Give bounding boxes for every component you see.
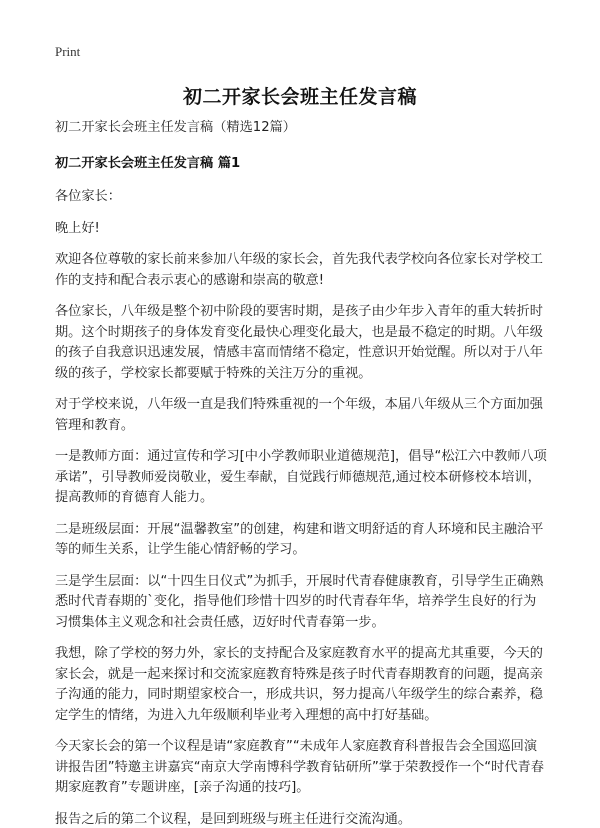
body-paragraph: 各位家长，八年级是整个初中阶段的要害时期，是孩子由少年步入青年的重大转折时期。这个时期孩子的身体发育变化最快心理变化最大，也是最不稳定的时期。八年级的孩子自我意识迅速发展，情感丰富而情绪不稳定，性意识开始觉醒。所以对于八年级的孩子，学校家长都要赋于特殊的关注万分的重视。 [55,304,543,381]
section-heading: 初二开家长会班主任发言稿 篇1 [55,155,241,171]
body-paragraph: 对于学校来说，八年级一直是我们特殊重视的一个年级，本届八年级从三个方面加强管理和教育。 [55,397,543,433]
greeting: 晚上好! [55,220,100,236]
body-paragraph: 我想，除了学校的努力外，家长的支持配合及家庭教育水平的提高尤其重要，今天的家长会，就是一起来探讨和交流家庭教育特殊是孩子时代青春期教育的问题，提高亲子沟通的能力，同时期望家校合一，形成共识，努力提高八年级学生的综合素养，稳定学生的情绪，为进入九年级顺利毕业考入理想的高中打好基础。 [55,646,543,723]
body-paragraph: 今天家长会的第一个议程是请“家庭教育”“未成年人家庭教育科普报告会全国巡回演讲报告团”特邀主讲嘉宾“南京大学南博科学教育钻研所”掌于荣教授作一个“时代青春期家庭教育”专题讲座，[亲子沟通的技巧]。 [55,739,544,795]
document-subtitle: 初二开家长会班主任发言稿（精选12篇） [55,120,296,135]
salutation: 各位家长： [55,189,121,204]
document-body [55,118,549,828]
document-title: 初二开家长会班主任发言稿 [182,86,417,108]
body-paragraph: 一是教师方面：通过宣传和学习[中小学教师职业道德规范]，倡导“松江六中教师八项承诺”，引导教师爱岗敬业，爱生奉献，自觉践行师德规范,通过校本研修校本培训，提高教师的育德育人能力。 [55,449,547,505]
body-paragraph: 欢迎各位尊敬的家长前来参加八年级的家长会，首先我代表学校向各位家长对学校工作的支持和配合表示衷心的感谢和崇高的敬意! [55,252,543,288]
body-paragraph: 二是班级层面：开展“温馨教室”的创建，构建和谐文明舒适的育人环境和民主融洽平等的师生关系，让学生能心情舒畅的学习。 [55,521,544,557]
body-paragraph: 报告之后的第二个议程，是回到班级与班主任进行交流沟通。 [55,811,412,827]
body-paragraph: 三是学生层面：以“十四生日仪式”为抓手，开展时代青春健康教育，引导学生正确熟悉时代青春期的`变化，指导他们珍惜十四岁的时代青春年华，培养学生良好的行为习惯集体主义观念和社会责任感，迈好时代青春第一步。 [55,573,544,630]
print-label: Print [55,44,81,59]
